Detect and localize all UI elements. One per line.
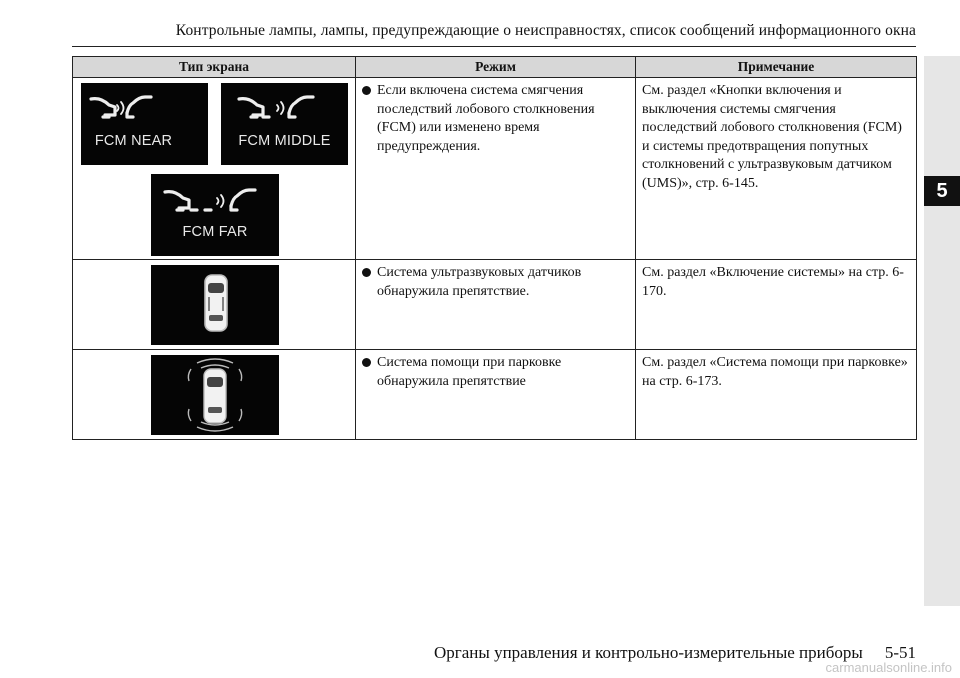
page-header: Контрольные лампы, лампы, предупреждающие о неисправностях, список сообщений информационного окна bbox=[175, 22, 916, 39]
parking-assist-screen bbox=[151, 355, 279, 435]
car-distance-icon bbox=[151, 174, 279, 256]
table-header-row bbox=[73, 57, 917, 78]
mode-cell bbox=[356, 350, 636, 440]
car-distance-icon bbox=[221, 83, 348, 165]
mode-text: Если включена система смягчения последствий лобового столкновения (FCM) или изменено время предупреждения. bbox=[377, 83, 595, 154]
watermark: carmanualsonline.info bbox=[825, 660, 952, 675]
header-rule bbox=[72, 46, 916, 47]
mode-text: Система ультразвуковых датчиков обнаружила препятствие. bbox=[377, 265, 582, 299]
screen-label: FCM MIDDLE bbox=[238, 133, 331, 149]
note-cell: См. раздел «Включение системы» на стр. 6-170. bbox=[636, 260, 917, 350]
screen-type-cell bbox=[73, 78, 356, 260]
display-table bbox=[72, 56, 917, 440]
side-tab bbox=[924, 56, 960, 606]
table-row bbox=[73, 78, 917, 260]
table-row bbox=[73, 260, 917, 350]
mode-cell bbox=[356, 260, 636, 350]
chapter-number: 5 bbox=[924, 176, 960, 206]
screen-label: FCM FAR bbox=[182, 224, 248, 240]
screen-type-cell bbox=[73, 260, 356, 350]
bullet-icon bbox=[362, 268, 371, 277]
mode-text: Система помощи при парковке обнаружила препятствие bbox=[377, 355, 562, 389]
column-header-note: Примечание bbox=[636, 57, 917, 78]
car-top-view-icon bbox=[151, 265, 279, 345]
screen-label: FCM NEAR bbox=[94, 133, 173, 149]
fcm-near-screen bbox=[81, 83, 208, 165]
car-sensor-waves-icon bbox=[151, 355, 279, 435]
fcm-middle-screen bbox=[221, 83, 348, 165]
column-header-mode: Режим bbox=[356, 57, 636, 78]
mode-cell bbox=[356, 78, 636, 260]
car-distance-icon bbox=[81, 83, 208, 165]
note-cell: См. раздел «Кнопки включения и выключения системы смягчения последствий лобового столкновения (FCM) и системы предотвращения попутных столкновений с ультразвуковым датчиком (UMS)», стр. 6-145. bbox=[636, 78, 917, 260]
bullet-icon bbox=[362, 358, 371, 367]
fcm-far-screen bbox=[151, 174, 279, 256]
screen-type-cell bbox=[73, 350, 356, 440]
page-number: 5-51 bbox=[884, 643, 916, 662]
table-row bbox=[73, 350, 917, 440]
bullet-icon bbox=[362, 86, 371, 95]
note-cell: См. раздел «Система помощи при парковке» на стр. 6-173. bbox=[636, 350, 917, 440]
column-header-screen-type: Тип экрана bbox=[73, 57, 356, 78]
footer-section-title: Органы управления и контрольно-измерительные приборы bbox=[434, 643, 863, 662]
ultrasonic-sensor-screen bbox=[151, 265, 279, 345]
